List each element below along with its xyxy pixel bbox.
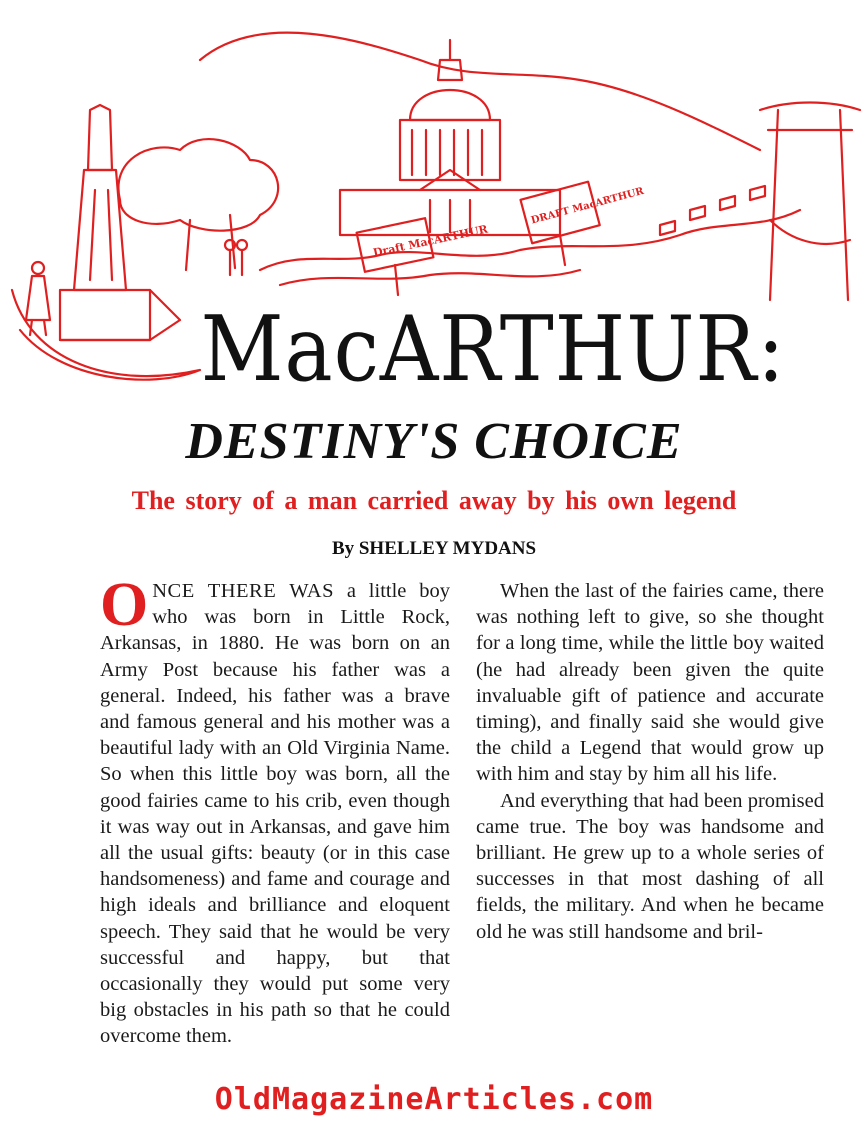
paragraph-2: When the last of the fairies came, there was nothing left to give, so she thought for a long time, while the little boy waited (he had already been given the quite invaluable gift of patience and accurate timing), and finally said she would give the child a Legend that would grow up with him and stay by him all his life. [476,580,824,786]
dek: The story of a man carried away by his own legend [131,486,737,515]
dropcap: O [100,571,149,639]
paragraph-1-text: a little boy who was born in Little Rock, Arkansas, in 1880. He was born on an Army Post because his father was a general. Indeed, his father was a brave and famous general and his mother was a beautiful lady with an Old Virginia Name. So when this little boy was born, all the good fairies came to his crib, even though it was way out in Arkansas, and gave him all the usual gifts: beauty (or in this case handsomeness) and fame and courage and high ideals and brilliance and eloquent speech. They said that he would be very successful and happy, but that occasionally they would put some very big obstacles in his path so that he could overcome them. [100,580,450,1048]
headline: MacARTHUR: [200,297,786,402]
tree-icon [118,139,278,270]
couple-figure [225,240,247,275]
footer-watermark: OldMagazineArticles.com [214,1082,654,1117]
woman-figure [26,262,50,335]
sign-text-right: DRAFT MacARTHUR [529,185,646,227]
obelisk-icon [60,105,180,340]
article-column-left [100,571,450,1050]
subheadline: DESTINY'S CHOICE [185,413,683,470]
torii-gate-icon [760,103,860,301]
sign-text-left: Draft MacARTHUR [371,222,489,260]
swirl-ribbon [200,33,760,150]
paragraph-3: And everything that had been promised came true. The boy was handsome and brilliant. He grew up to a whole series of successes in that most dashing of all fields, the military. And when he became old he was still handsome and bril- [476,789,824,943]
lead-in: NCE THERE WAS [152,580,335,602]
paragraph-1 [100,571,450,1050]
byline: By SHELLEY MYDANS [331,538,537,559]
article-column-right [476,578,824,945]
